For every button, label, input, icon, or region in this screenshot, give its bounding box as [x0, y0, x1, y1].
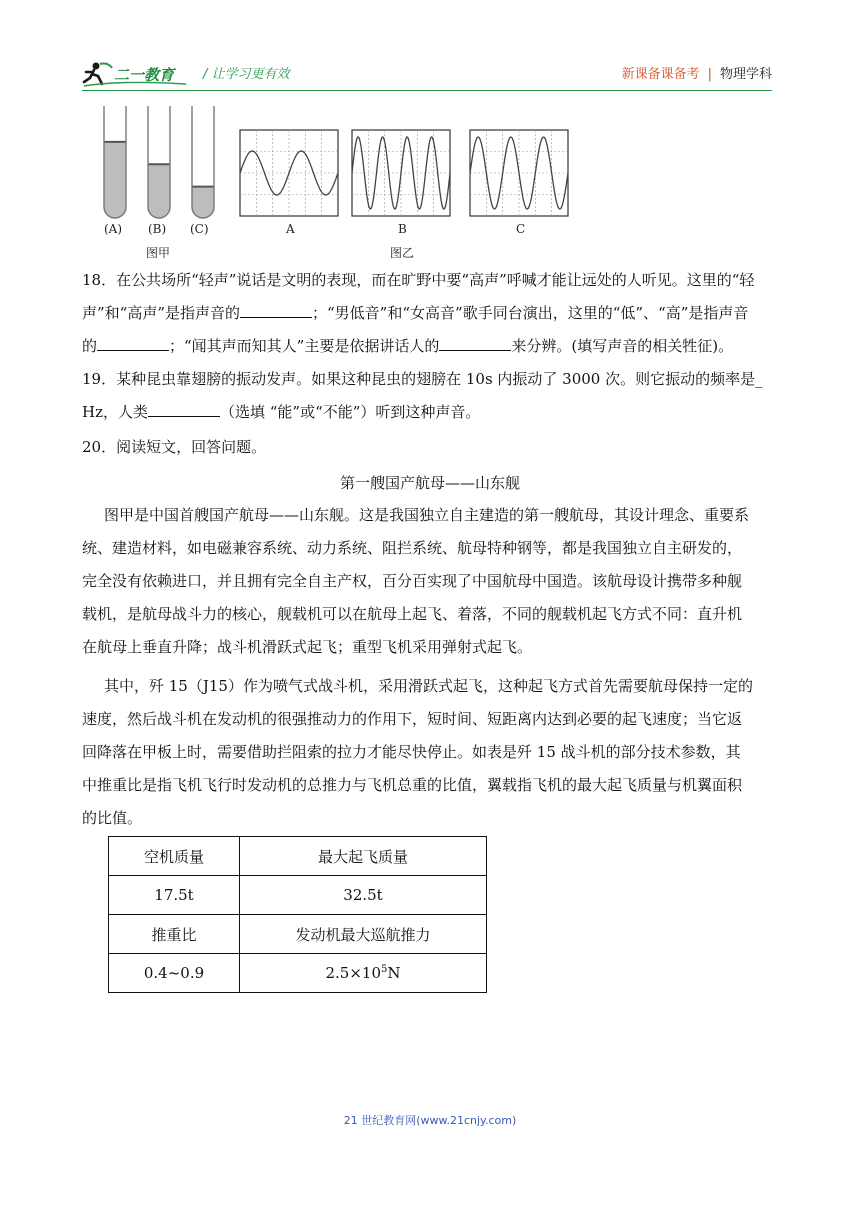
- header-subject: 物理学科: [719, 67, 772, 82]
- article-title: 第一艘国产航母——山东舰: [339, 474, 520, 492]
- header-separator: |: [707, 67, 712, 82]
- test-tubes: [104, 106, 214, 218]
- logo-text: 二一教育: [114, 66, 175, 84]
- table-cell: 发动机最大巡航推力: [240, 915, 487, 954]
- tube-liquid: [104, 142, 126, 218]
- article-line: 中推重比是指飞机飞行时发动机的总推力与飞机总重的比值，翼载指飞机的最大起飞质量与机翼面积: [82, 776, 743, 794]
- header-right: [622, 63, 772, 82]
- wave-label-b: B: [398, 222, 407, 236]
- question-18-line-1: 18．在公共场所“轻声”说话是文明的表现，而在旷野中要“高声”呼喊才能让远处的人听见。这里的“轻: [82, 271, 755, 289]
- table-cell: 0.4~0.9: [109, 954, 240, 993]
- article-line: 回降落在甲板上时，需要借助拦阻索的拉力才能尽快停止。如表是歼 15 战斗机的部分技术参数，其: [82, 743, 741, 761]
- table-row: [109, 876, 487, 915]
- q18-text: ；“男低音”和“女高音”歌手同台演出，这里的“低”、“高”是指声音: [312, 304, 749, 322]
- figure-area: [100, 102, 580, 264]
- answer-blank: [97, 336, 169, 351]
- article-line: 统、建造材料，如电磁兼容系统、动力系统、阻拦系统、航母特种钢等，都是我国独立自主研发的，: [82, 539, 743, 557]
- article-line: 其中，歼 15（J15）作为喷气式战斗机，采用滑跃式起飞，这种起飞方式首先需要航母保持一定的: [104, 677, 753, 695]
- table-row: [109, 954, 487, 993]
- table-cell: 17.5t: [109, 876, 240, 915]
- article-line: 速度，然后战斗机在发动机的很强推动力的作用下，短时间、短距离内达到必要的起飞速度；当它返: [82, 710, 743, 728]
- page-footer: 21 世纪教育网(www.21cnjy.com): [343, 1114, 517, 1127]
- table-row: [109, 837, 487, 876]
- figure-yi-caption: 图乙: [390, 246, 415, 260]
- table-cell: 32.5t: [240, 876, 487, 915]
- q19-text: Hz，人类: [82, 403, 148, 421]
- test-tube: [148, 106, 170, 218]
- test-tube: [104, 106, 126, 218]
- thrust-base: 2.5×10: [325, 964, 381, 982]
- q18-text: ；“闻其声而知其人”主要是依据讲话人的: [169, 337, 440, 355]
- figure-jia-caption: 图甲: [146, 246, 171, 260]
- tube-liquid: [148, 164, 170, 218]
- tube-label-a: (A): [104, 222, 123, 236]
- q18-text: 声”和“高声”是指声音的: [82, 304, 241, 322]
- table-cell: 最大起飞质量: [240, 837, 487, 876]
- spec-table: [108, 836, 487, 993]
- waveform-panel: [470, 130, 568, 216]
- article-line: 图甲是中国首艘国产航母——山东舰。这是我国独立自主建造的第一艘航母，其设计理念、重要系: [104, 506, 750, 524]
- figure-graphics: [100, 102, 580, 264]
- waveform-panel: [240, 130, 338, 216]
- thrust-exponent: 5: [381, 964, 388, 975]
- answer-blank: [148, 402, 220, 417]
- question-18-line-3: [82, 336, 780, 356]
- article-line: 在航母上垂直升降；战斗机滑跃式起飞；重型飞机采用弹射式起飞。: [82, 638, 533, 656]
- table-cell: 推重比: [109, 915, 240, 954]
- question-18-line-2: [82, 303, 780, 323]
- article-line: 的比值。: [82, 809, 143, 827]
- waveform-panels: [240, 130, 568, 216]
- waveform-panel: [352, 130, 450, 216]
- page-header: [82, 56, 772, 92]
- table-cell: [240, 954, 487, 993]
- question-20: 20．阅读短文，回答问题。: [82, 438, 267, 456]
- q19-text: （选填 “能”或“不能”）听到这种声音。: [219, 403, 481, 421]
- header-divider: [82, 90, 772, 91]
- question-19-line-1: 19．某种昆虫靠翅膀的振动发声。如果这种昆虫的翅膀在 10s 内振动了 3000 次。则它振动的频率是_: [82, 370, 763, 388]
- question-19-line-2: [82, 402, 780, 422]
- header-slogan: / 让学习更有效: [203, 67, 290, 82]
- tube-label-c: (C): [190, 222, 209, 236]
- article-line: 完全没有依赖进口，并且拥有完全自主产权，百分百实现了中国航母中国造。该航母设计携带多种舰: [82, 572, 743, 590]
- wave-label-c: C: [516, 222, 526, 236]
- header-course-tag: 新课备课备考: [621, 67, 700, 82]
- table-row: [109, 915, 487, 954]
- tube-label-b: (B): [148, 222, 167, 236]
- answer-blank: [240, 303, 312, 318]
- wave-label-a: A: [286, 222, 295, 236]
- test-tube: [192, 106, 214, 218]
- q18-text: 的: [82, 337, 98, 355]
- thrust-unit: N: [387, 964, 401, 982]
- tube-liquid: [192, 187, 214, 218]
- table-cell: 空机质量: [109, 837, 240, 876]
- q18-text: 来分辨。(填写声音的相关牲征)。: [511, 337, 734, 355]
- article-line: 载机，是航母战斗力的核心，舰载机可以在航母上起飞、着落，不同的舰载机起飞方式不同：直升机: [82, 605, 743, 623]
- answer-blank: [439, 336, 511, 351]
